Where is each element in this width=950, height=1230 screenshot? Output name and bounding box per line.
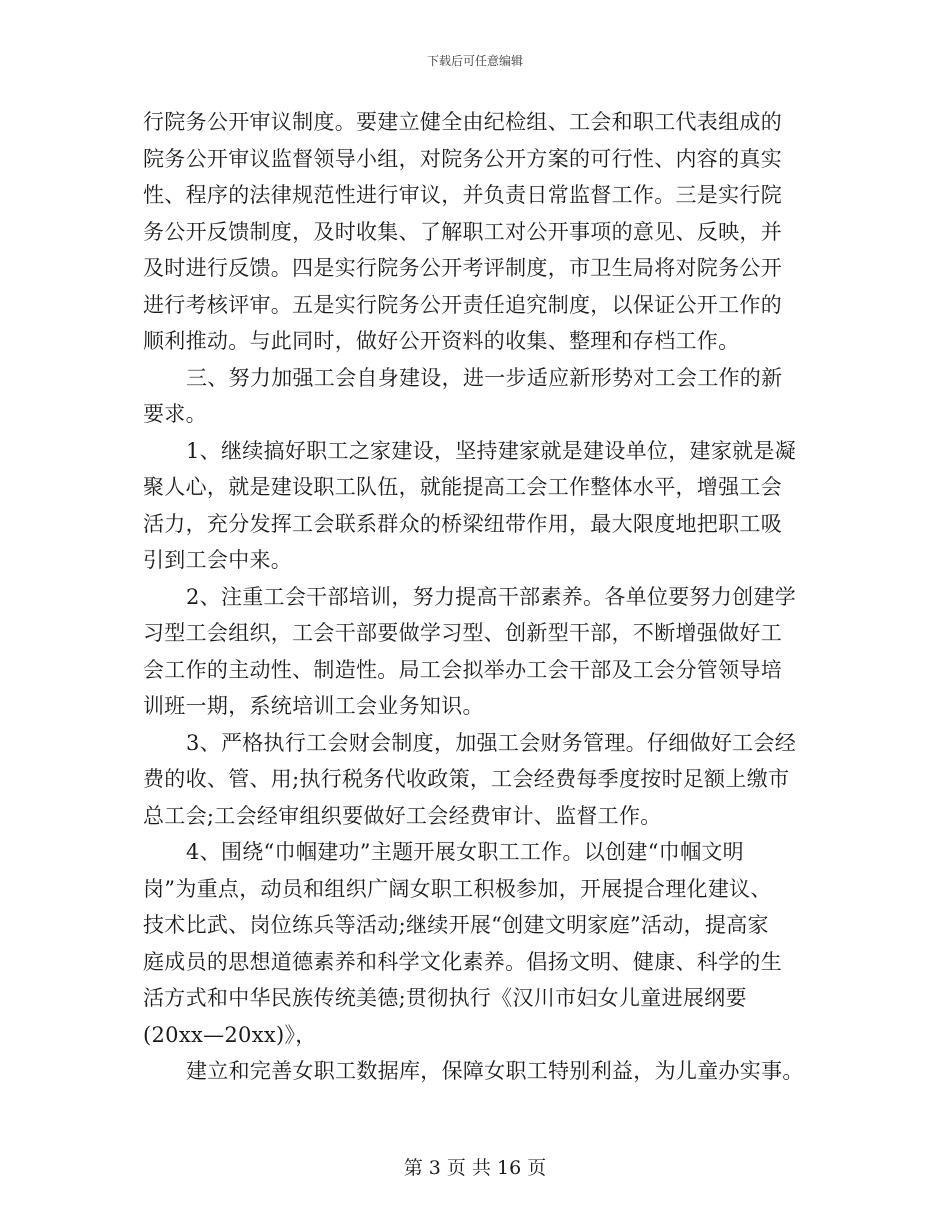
text-line: 训班一期，系统培训工会业务知识。 — [143, 694, 484, 718]
text-line: 及时进行反馈。四是实行院务公开考评制度，市卫生局将对院务公开 — [143, 256, 782, 280]
text-line: 行院务公开审议制度。要建立健全由纪检组、工会和职工代表组成的 — [143, 110, 782, 134]
text-line: 费的收、管、用;执行税务代收政策，工会经费每季度按时足额上缴市 — [143, 767, 790, 791]
text-line: 要求。 — [143, 402, 207, 426]
text-line: 活方式和中华民族传统美德;贯彻执行《汉川市妇女儿童进展纲要 — [143, 986, 747, 1010]
text-line: 引到工会中来。 — [143, 548, 293, 572]
paragraph-start: 2、注重工会干部培训，努力提高干部素养。各单位要努力创建学 — [186, 584, 797, 609]
text-line: 务公开反馈制度，及时收集、了解职工对公开事项的意见、反映，并 — [143, 219, 782, 244]
paragraph-start: 1、继续搞好职工之家建设，坚持建家就是建设单位，建家就是凝 — [186, 438, 797, 463]
text-line: 总工会;工会经审组织要做好工会经费审计、监督工作。 — [143, 803, 662, 828]
page-header: 下载后可任意编辑 — [426, 54, 523, 68]
text-line: 进行考核评审。五是实行院务公开责任追究制度，以保证公开工作的 — [143, 292, 782, 317]
text-line: 活力，充分发挥工会联系群众的桥梁纽带作用，最大限度地把职工吸 — [143, 511, 782, 536]
text-line: 聚人心，就是建设职工队伍，就能提高工会工作整体水平，增强工会 — [143, 475, 782, 499]
text-line: 技术比武、岗位练兵等活动;继续开展“创建文明家庭”活动，提高家 — [143, 913, 769, 937]
paragraph-start: 4、围绕“巾帼建功”主题开展女职工工作。以创建“巾帼文明 — [186, 840, 744, 864]
text-line: 性、程序的法律规范性进行审议，并负责日常监督工作。三是实行院 — [143, 183, 782, 207]
page-number-footer: 第 3 页 共 16 页 — [403, 1157, 547, 1179]
text-line: 岗”为重点，动员和组织广阔女职工积极参加，开展提合理化建议、 — [143, 876, 772, 901]
paragraph-start: 建立和完善女职工数据库，保障女职工特别利益，为儿童办实事。 — [186, 1059, 804, 1083]
paragraph-start: 3、严格执行工会财会制度，加强工会财务管理。仔细做好工会经 — [186, 730, 797, 755]
text-line: 院务公开审议监督领导小组，对院务公开方案的可行性、内容的真实 — [143, 146, 782, 171]
text-line: 会工作的主动性、制造性。局工会拟举办工会干部及工会分管领导培 — [143, 657, 782, 682]
text-line: 顺利推动。与此同时，做好公开资料的收集、整理和存档工作。 — [143, 329, 740, 353]
text-line: 习型工会组织，工会干部要做学习型、创新型干部，不断增强做好工 — [143, 621, 782, 645]
section-heading: 三、努力加强工会自身建设，进一步适应新形势对工会工作的新 — [186, 365, 783, 390]
text-line: 庭成员的思想道德素养和科学文化素养。倡扬文明、健康、科学的生 — [143, 949, 782, 974]
document-body — [143, 104, 815, 1090]
text-line: (20xx—20xx)》， — [143, 1022, 317, 1047]
